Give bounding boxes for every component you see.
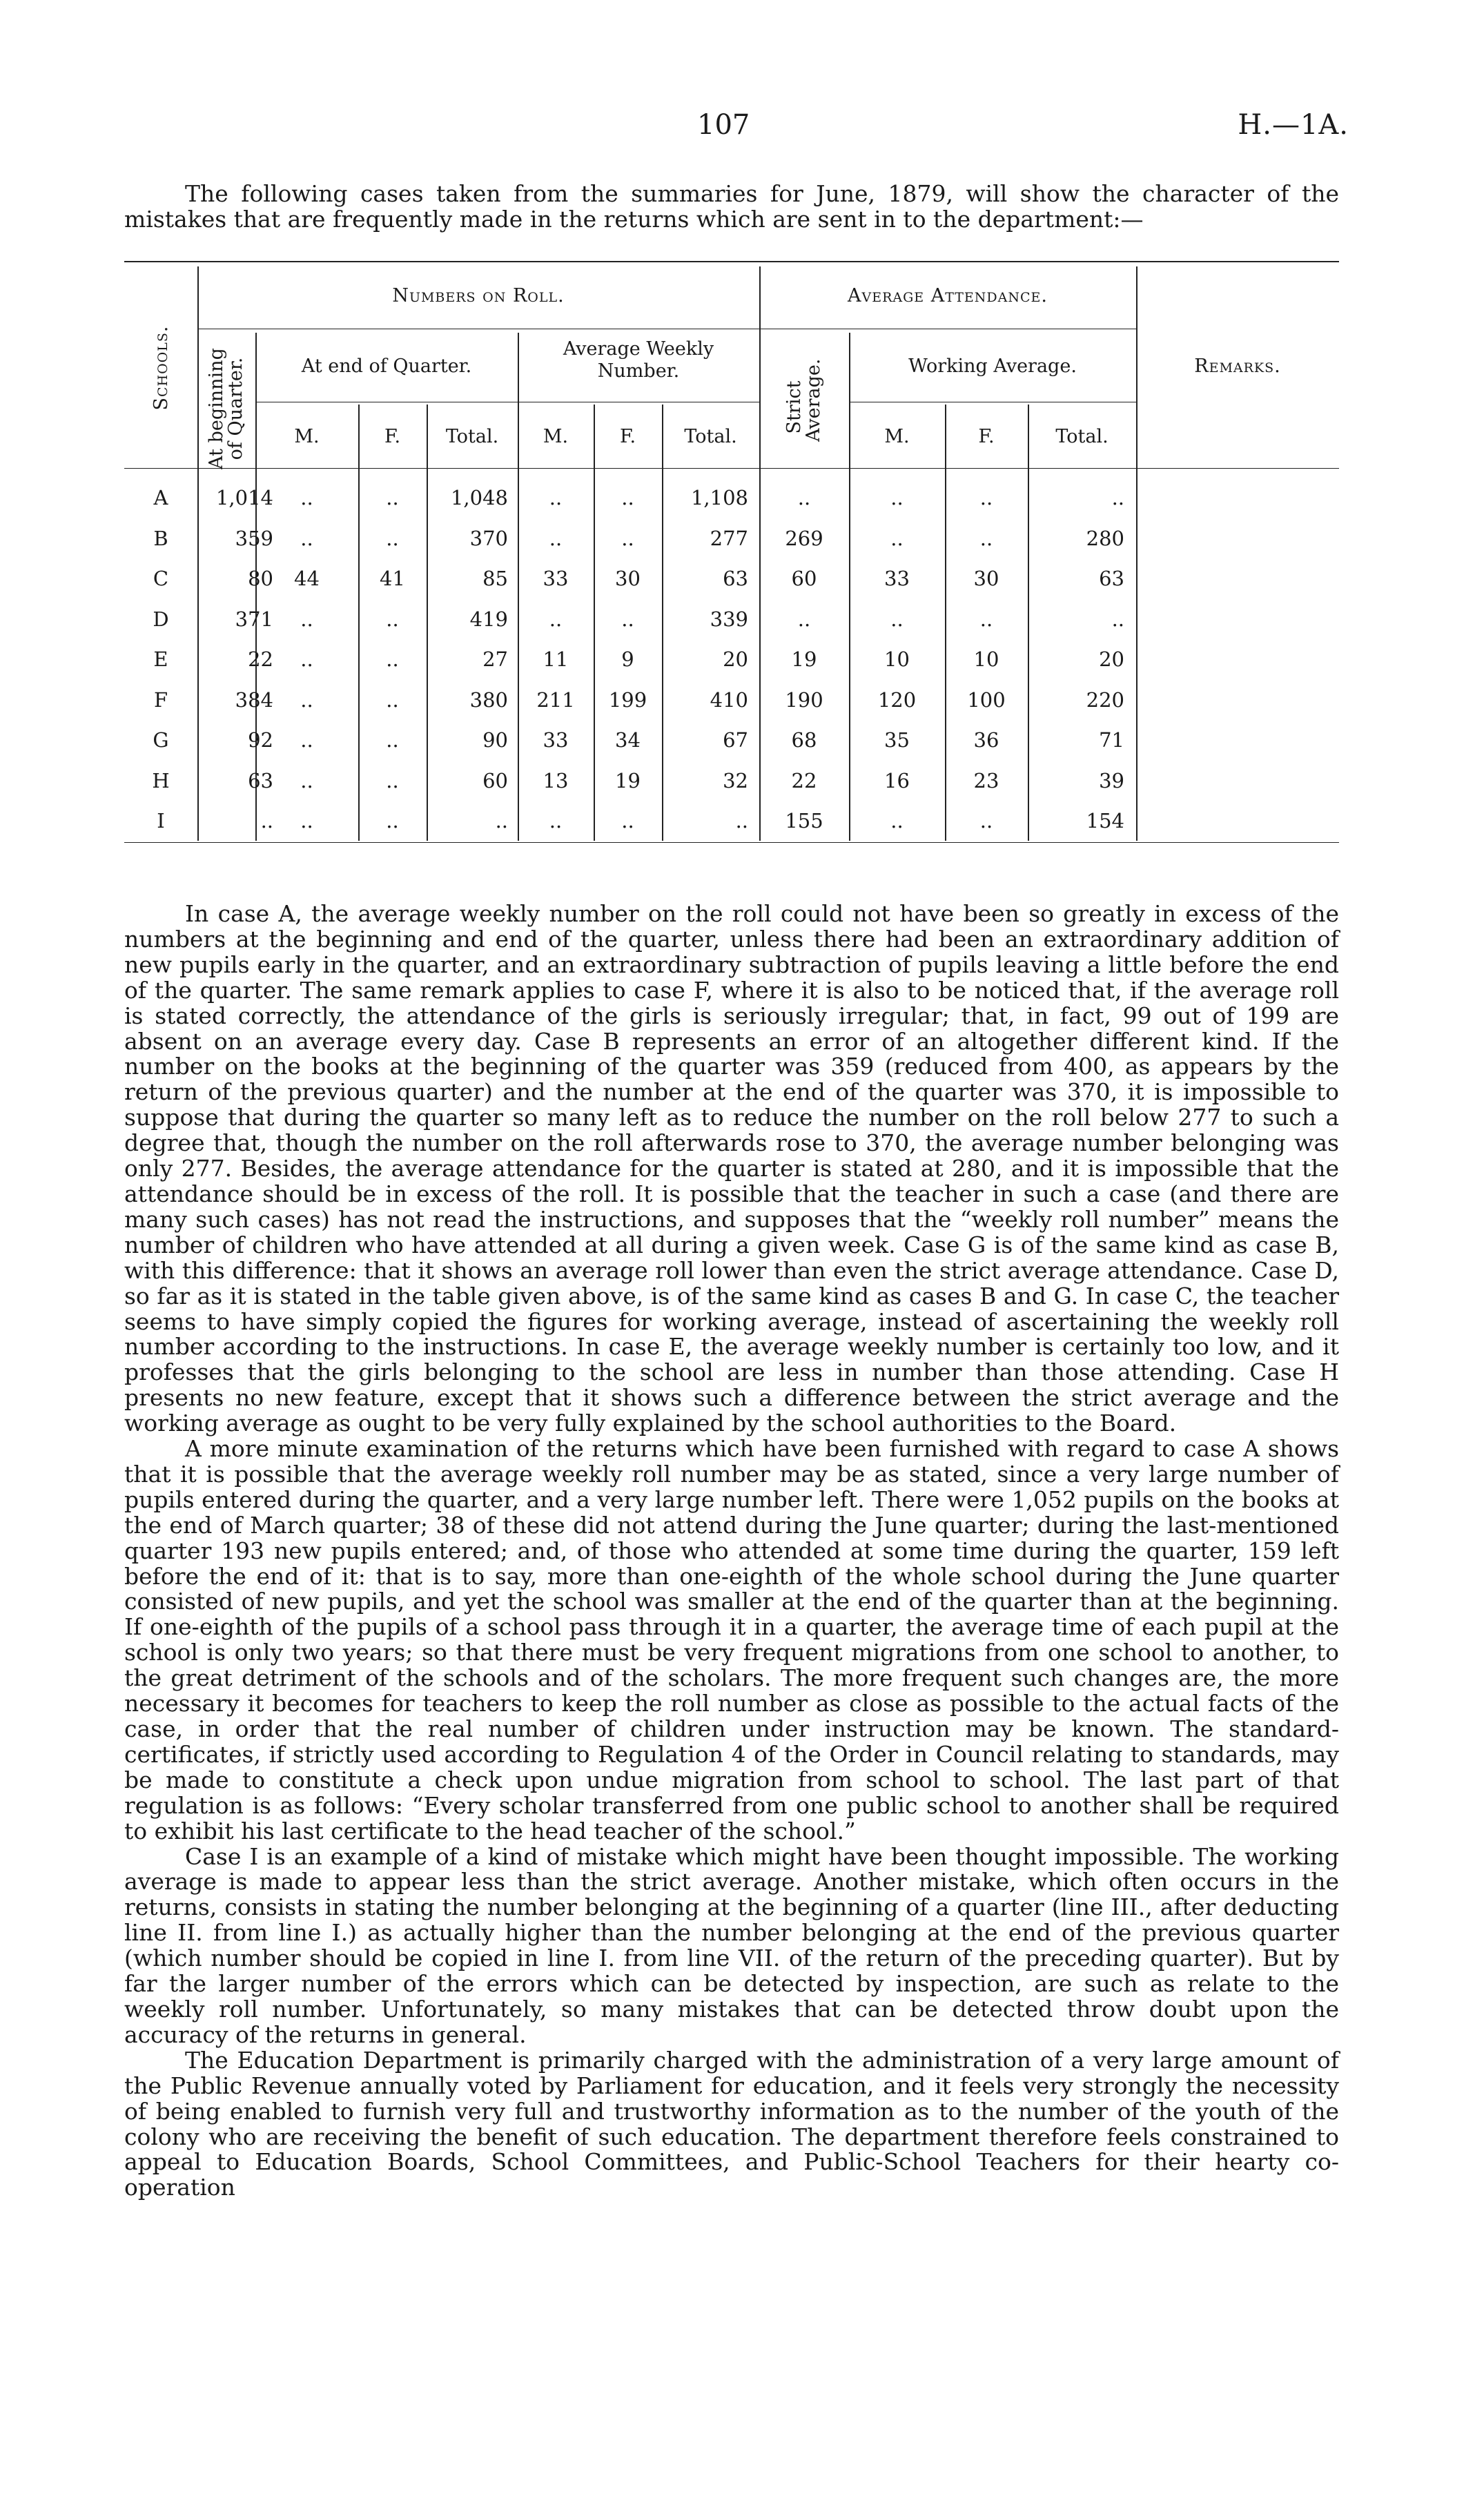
cell-wa-m: 10 — [884, 647, 910, 671]
cell-wk-m: 11 — [543, 647, 569, 671]
page-number: 107 — [697, 109, 750, 141]
intro-paragraph: The following cases taken from the summaries for June, 1879, will show the character of the mistakes that are frequently made in the returns which are sent in to the department:— — [124, 180, 1339, 233]
header-wk-m: M. — [543, 426, 569, 447]
header-strict-average: Strict Average. — [783, 358, 824, 442]
header-wa-f: F. — [978, 426, 995, 447]
cell-wa-f: .. — [979, 486, 993, 509]
cell-beg: 63 — [248, 768, 273, 792]
cell-end-f: .. — [386, 688, 399, 712]
cell-strict: 269 — [785, 526, 823, 550]
cell-school: D — [153, 607, 169, 631]
cell-wk-t: 32 — [723, 768, 748, 792]
cell-wk-m: .. — [549, 607, 563, 631]
cell-wk-t: 410 — [710, 688, 748, 712]
cell-beg: 80 — [248, 567, 273, 590]
header-remarks: Remarks. — [1194, 356, 1281, 377]
header-end-m: M. — [294, 426, 320, 447]
cell-end-m: .. — [300, 486, 313, 509]
cell-school: A — [153, 486, 168, 509]
header-at-beginning: At beginning of Quarter. — [206, 348, 246, 469]
paragraph-1: In case A, the average weekly number on the roll could not have been so greatly in excess of the numbers at the beginning and end of the quarter, unless there had been an extraordinary addition of new pupils early in the quarter, and an extraordinary subtraction of pupils leaving a little before the end of the quarter. The same remark applies to case F, where it is also to be noticed that, if the average roll is stated correctly, the attendance of the girls is seriously irregular; that, in fact, 99 out of 199 are absent on an average every day. Case B represents an error of an altogether different kind. If the number on the books at the beginning of the quarter was 359 (reduced from 400, as appears by the return of the previous quarter) and the number at the end of the quarter was 370, it is impossible to suppose that during the quarter so many left as to reduce the number on the roll below 277 to such a degree that, though the number on the roll afterwards rose to 370, the average number belonging was only 277. Besides, the average attendance for the quarter is stated at 280, and it is impossible that the attendance should be in excess of the roll. It is possible that the teacher in such a case (and there are many such cases) has not read the instructions, and supposes that the “weekly roll number” means the number of children who have attended at all during a given week. Case G is of the same kind as case B, with this difference: that it shows an average roll lower than even the strict average attendance. Case D, so far as it is stated in the table given above, is of the same kind as cases B and G. In case C, the teacher seems to have simply copied the figures for working average, instead of ascertaining the weekly roll number according to the instructions. In case E, the average weekly number is certainly too low, and it professes that the girls belonging to the school are less in number than those attending. Case H presents no new feature, except that it shows such a difference between the strict average and the working average as ought to be very fully explained by the school authorities to the Board. — [124, 900, 1339, 1437]
cell-end-t: 1,048 — [450, 486, 508, 509]
cell-wk-m: 211 — [536, 688, 575, 712]
cell-end-f: .. — [386, 607, 399, 631]
cell-wk-t: 63 — [723, 567, 748, 590]
cell-wa-t: 280 — [1086, 526, 1124, 550]
cell-end-f: .. — [386, 768, 399, 792]
cell-end-f: .. — [386, 526, 399, 550]
cell-school: B — [153, 526, 168, 550]
document-code: H.—1A. — [1238, 109, 1349, 141]
cell-strict: 68 — [791, 728, 817, 752]
cell-beg: 371 — [235, 607, 273, 631]
cell-wa-m: 16 — [884, 768, 910, 792]
cell-end-t: 27 — [482, 647, 508, 671]
cell-wa-m: .. — [890, 809, 904, 832]
cell-school: I — [157, 809, 165, 832]
cell-wk-f: 199 — [608, 688, 647, 712]
cell-wk-f: .. — [621, 607, 634, 631]
returns-table — [124, 266, 1339, 888]
header-wa-total: Total. — [1055, 426, 1109, 447]
cell-wk-m: .. — [549, 486, 563, 509]
cell-wa-t: 39 — [1099, 768, 1124, 792]
cell-beg: 384 — [235, 688, 273, 712]
cell-strict: 22 — [791, 768, 817, 792]
header-at-end: At end of Quarter. — [301, 356, 472, 377]
header-end-f: F. — [384, 426, 401, 447]
cell-wk-m: 33 — [543, 567, 569, 590]
cell-wa-m: 33 — [884, 567, 910, 590]
cell-strict: 190 — [785, 688, 823, 712]
cell-school: G — [153, 728, 169, 752]
cell-wk-t: 20 — [723, 647, 748, 671]
header-avg-weekly: Average Weekly Number. — [563, 338, 714, 382]
cell-end-t: 370 — [469, 526, 508, 550]
header-schools: Schools. — [150, 325, 172, 411]
cell-wa-f: 30 — [973, 567, 999, 590]
cell-strict: .. — [797, 607, 811, 631]
cell-end-m: .. — [300, 526, 313, 550]
header-wa-m: M. — [884, 426, 910, 447]
cell-wa-f: .. — [979, 607, 993, 631]
cell-wa-f: .. — [979, 526, 993, 550]
cell-wk-t: 67 — [723, 728, 748, 752]
table-top-rule — [124, 261, 1339, 262]
paragraph-4: The Education Department is primarily charged with the administration of a very large amount of the Public Revenue annually voted by Parliament for education, and it feels very strongly the necessity of being enabled to furnish very full and trustworthy information as to the number of the youth of the colony who are receiving the benefit of such education. The department therefore feels constrained to appeal to Education Boards, School Committees, and Public-School Teachers for their hearty co-operation — [124, 2046, 1339, 2201]
cell-wk-m: 33 — [543, 728, 569, 752]
cell-end-m: .. — [300, 728, 313, 752]
cell-end-m: 44 — [294, 567, 320, 590]
cell-wa-f: 10 — [973, 647, 999, 671]
cell-strict: 155 — [785, 809, 823, 832]
cell-wk-m: .. — [549, 526, 563, 550]
cell-end-m: .. — [300, 607, 313, 631]
body-text — [124, 902, 1339, 2201]
cell-wk-t: .. — [735, 809, 748, 832]
cell-wa-f: 23 — [973, 768, 999, 792]
cell-wk-f: 9 — [621, 647, 634, 671]
header-end-total: Total. — [445, 426, 499, 447]
cell-wa-m: .. — [890, 607, 904, 631]
header-wk-total: Total. — [684, 426, 737, 447]
cell-strict: 19 — [791, 647, 817, 671]
cell-school: E — [153, 647, 168, 671]
cell-school: C — [153, 567, 169, 590]
cell-end-f: .. — [386, 809, 399, 832]
cell-beg: 1,014 — [215, 486, 273, 509]
cell-strict: 60 — [791, 567, 817, 590]
cell-end-m: .. — [300, 809, 313, 832]
cell-wa-m: 35 — [884, 728, 910, 752]
header-working-average: Working Average. — [908, 356, 1077, 377]
cell-end-t: 419 — [469, 607, 508, 631]
cell-wa-t: 71 — [1099, 728, 1124, 752]
cell-wa-f: .. — [979, 809, 993, 832]
cell-wk-f: .. — [621, 486, 634, 509]
cell-end-f: .. — [386, 486, 399, 509]
cell-wa-t: 154 — [1086, 809, 1124, 832]
paragraph-3: Case I is an example of a kind of mistake which might have been thought impossible. The working average is made to appear less than the strict average. Another mistake, which often occurs in the returns, consists in stating the number belonging at the beginning of a quarter (line III., after deducting line II. from line I.) as actually higher than the number belonging at the end of the previous quarter (which number should be copied in line I. from line VII. of the return of the preceding quarter). But by far the larger number of the errors which can be detected by inspection, are such as relate to the weekly roll number. Unfortunately, so many mistakes that can be detected throw doubt upon the accuracy of the returns in general. — [124, 1842, 1339, 2048]
cell-beg: .. — [260, 809, 273, 832]
cell-wa-m: .. — [890, 486, 904, 509]
header-average-attendance: Average Attendance. — [847, 285, 1048, 306]
cell-end-f: .. — [386, 728, 399, 752]
cell-beg: 22 — [248, 647, 273, 671]
cell-end-f: 41 — [380, 567, 405, 590]
cell-wk-f: .. — [621, 526, 634, 550]
cell-wk-f: 30 — [615, 567, 641, 590]
cell-beg: 359 — [235, 526, 273, 550]
cell-beg: 92 — [248, 728, 273, 752]
paragraph-2: A more minute examination of the returns which have been furnished with regard to case A shows that it is possible that the average weekly roll number may be as stated, since a very large number of pupils entered during the quarter, and a very large number left. There were 1,052 pupils on the books at the end of March quarter; 38 of these did not attend during the June quarter; during the last-mentioned quarter 193 new pupils entered; and, of those who attended at some time during the quarter, 159 left before the end of it: that is to say, more than one-eighth of the whole school during the June quarter consisted of new pupils, and yet the school was smaller at the end of the quarter than at the beginning. If one-eighth of the pupils of a school pass through it in a quarter, the average time of each pupil at the school is only two years; so that there must be very frequent migrations from one school to another, to the great detriment of the schools and of the scholars. The more frequent such changes are, the more necessary it becomes for teachers to keep the roll number as close as possible to the actual facts of the case, in order that the real number of children under instruction may be known. The standard-certificates, if strictly used according to Regulation 4 of the Order in Council relating to standards, may be made to constitute a check upon undue migration from school to school. The last part of that regulation is as follows: “Every scholar transferred from one public school to another shall be required to exhibit his last certificate to the head teacher of the school.” — [124, 1435, 1339, 1844]
cell-end-m: .. — [300, 647, 313, 671]
cell-end-t: 60 — [482, 768, 508, 792]
cell-wa-m: 120 — [877, 688, 917, 712]
cell-wk-f: 19 — [615, 768, 641, 792]
cell-school: F — [153, 688, 168, 712]
cell-end-t: .. — [495, 809, 508, 832]
cell-wa-t: 20 — [1099, 647, 1124, 671]
cell-end-m: .. — [300, 768, 313, 792]
cell-wa-t: .. — [1111, 486, 1124, 509]
cell-wk-m: 13 — [543, 768, 569, 792]
cell-school: H — [152, 768, 170, 792]
cell-wa-t: 220 — [1086, 688, 1124, 712]
cell-wk-f: .. — [621, 809, 634, 832]
cell-wa-f: 36 — [973, 728, 999, 752]
cell-wk-m: .. — [549, 809, 563, 832]
cell-wa-m: .. — [890, 526, 904, 550]
header-wk-f: F. — [619, 426, 636, 447]
cell-end-t: 380 — [469, 688, 508, 712]
cell-end-f: .. — [386, 647, 399, 671]
header-numbers-on-roll: Numbers on Roll. — [392, 285, 565, 306]
cell-end-t: 90 — [482, 728, 508, 752]
cell-end-t: 85 — [482, 567, 508, 590]
cell-wa-t: .. — [1111, 607, 1124, 631]
cell-wk-t: 339 — [710, 607, 748, 631]
cell-wk-f: 34 — [615, 728, 641, 752]
cell-wa-f: 100 — [967, 688, 1006, 712]
cell-wa-t: 63 — [1099, 567, 1124, 590]
cell-end-m: .. — [300, 688, 313, 712]
cell-wk-t: 277 — [710, 526, 748, 550]
cell-strict: .. — [797, 486, 811, 509]
cell-wk-t: 1,108 — [690, 486, 748, 509]
